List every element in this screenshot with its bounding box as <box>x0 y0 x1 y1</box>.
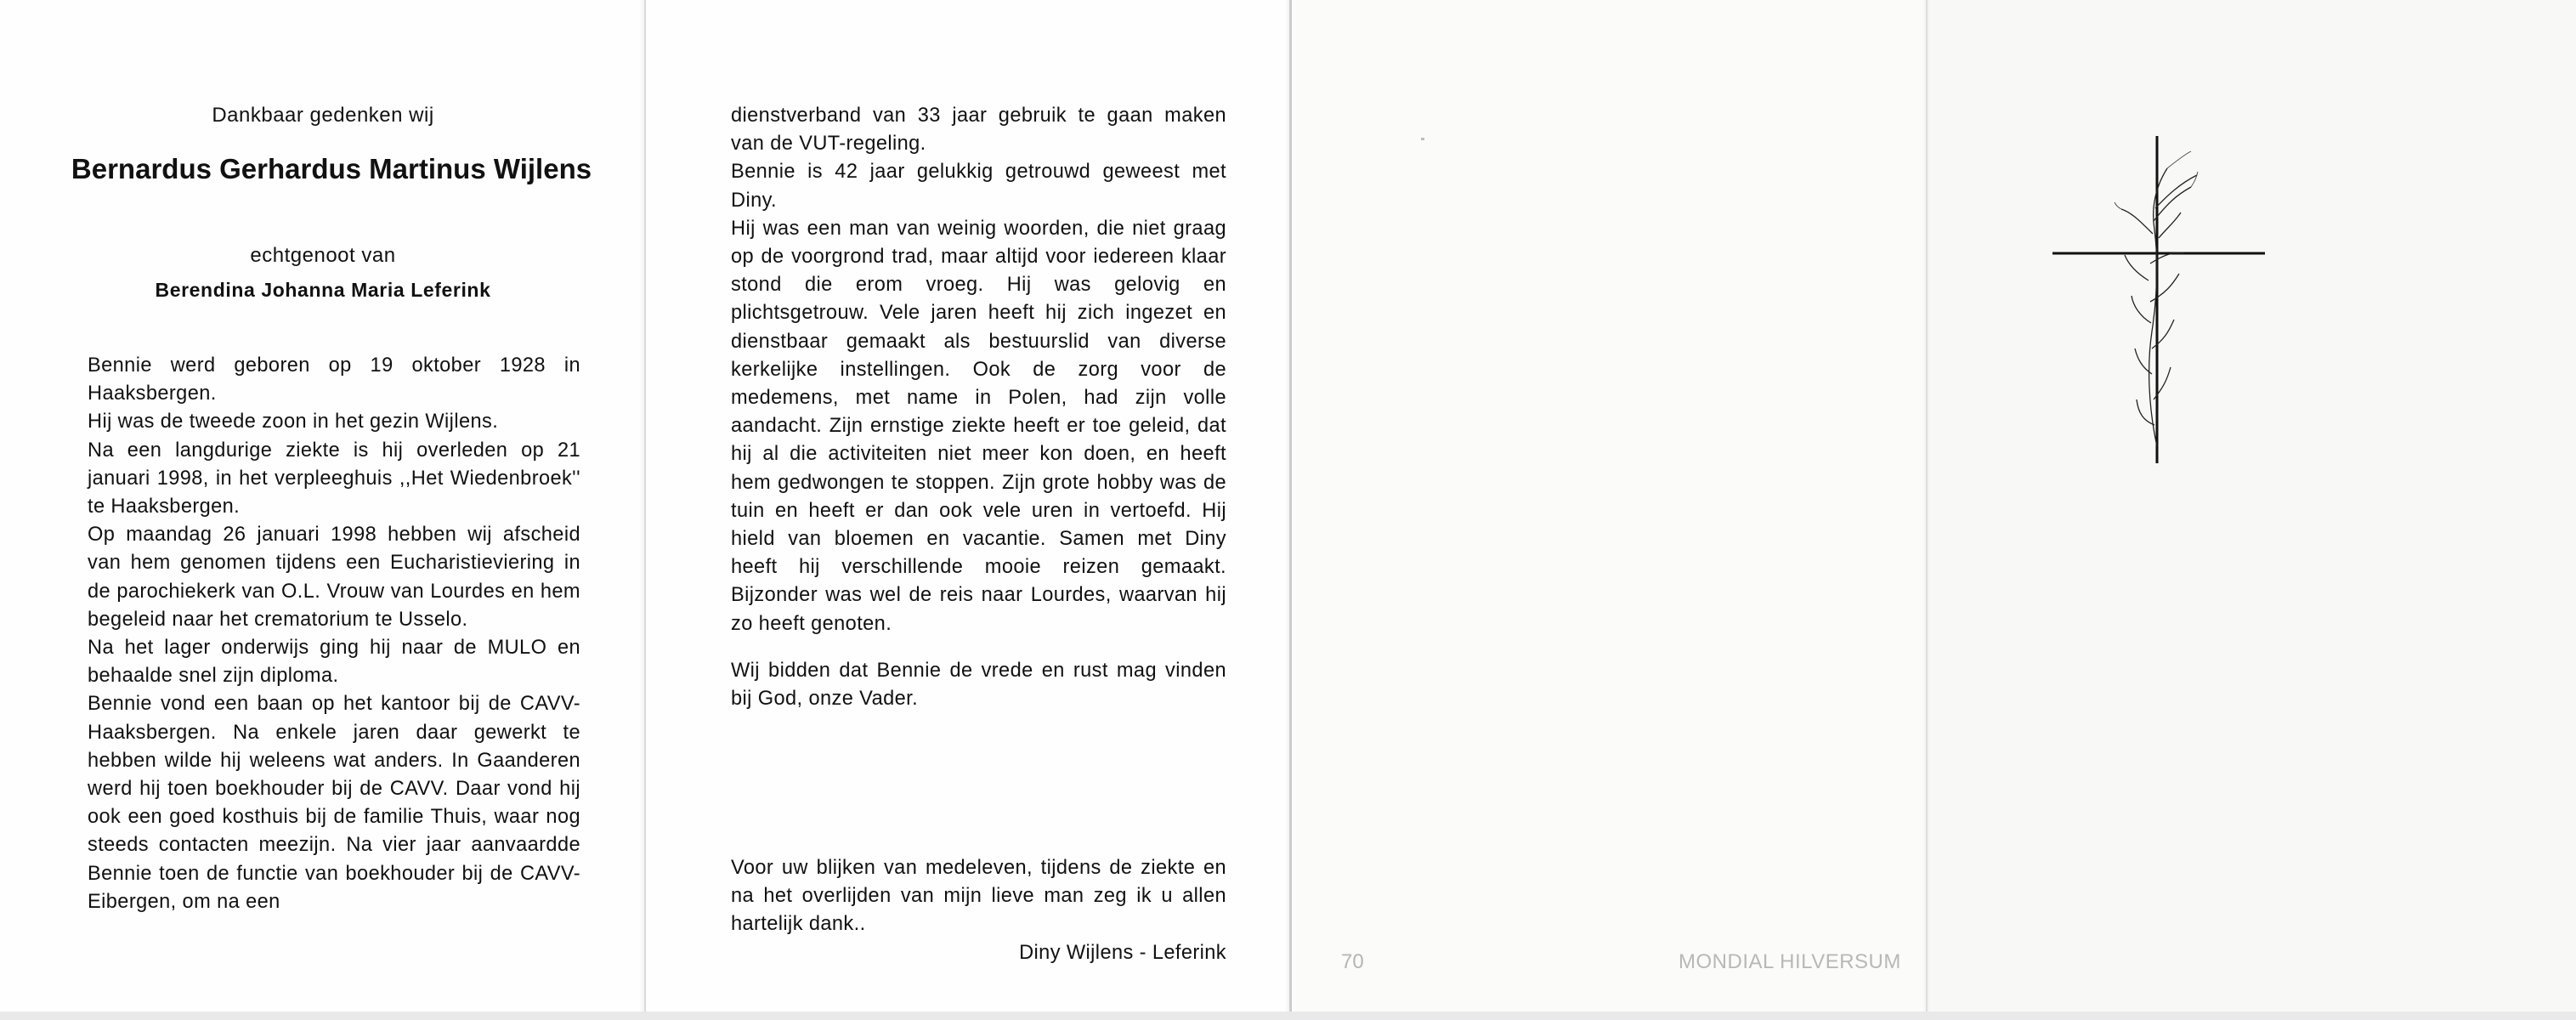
card-panel-front-left <box>0 0 646 1020</box>
bio-paragraph: Bennie werd geboren op 19 oktober 1928 in Haaksbergen. <box>88 354 580 405</box>
spouse-name: Berendina Johanna Maria Leferink <box>155 279 491 301</box>
thanks-block <box>731 854 1226 967</box>
fold-shadow <box>639 0 646 1020</box>
biography-left <box>88 352 580 916</box>
scan-bottom-edge <box>0 1012 2576 1020</box>
intro-text: Dankbaar gedenken wij <box>212 104 434 127</box>
bio-paragraph: Bennie vond een baan op het kantoor bij de CAVV-Haaksbergen. Na enkele jaren daar gewerkt te hebben wilde hij weleens wat anders. In Gaanderen werd hij toen boekhouder bij de CAVV. Daar vond hij ook een goed kosthuis bij de familie Thuis, waar nog steeds contacten meezijn. Na vier jaar aanvaardde Bennie toen de functie van boekhouder bij de CAVV-Eibergen, om na een <box>88 693 580 913</box>
fold-shadow <box>1285 0 1292 1020</box>
bio-paragraph: Hij was een man van weinig woorden, die niet graag op de voorgrond trad, maar altijd voor iedereen klaar stond die erom vroeg. Hij was gelovig en plichtsgetrouw. Vele jaren heeft hij zich ingezet en dienstbaar gemaakt als bestuurslid van diverse kerkelijke instellingen. Ook de zorg voor de medemens, met name in Polen, had zijn volle aandacht. Zijn ernstige ziekte heeft er toe geleid, dat hij al die activiteiten niet meer kon doen, en heeft hem gedwongen te stoppen. Zijn grote hobby was de tuin en heeft er dan ook vele uren in vertoefd. Hij hield van bloemen en vacantie. Samen met Diny heeft hij verschillende mooie reizen gemaakt. Bijzonder was wel de reis naar Lourdes, waarvan hij zo heeft genoten. <box>731 217 1226 635</box>
printer-name: MONDIAL HILVERSUM <box>1679 950 1901 973</box>
bio-paragraph: dienstverband van 33 jaar gebruik te gaan maken van de VUT-regeling. <box>731 105 1226 156</box>
cross-with-branch-icon <box>2040 128 2278 468</box>
bio-paragraph: Na het lager onderwijs ging hij naar de MULO en behaalde snel zijn diploma. <box>88 637 580 688</box>
deceased-name: Bernardus Gerhardus Martinus Wijlens <box>71 153 592 184</box>
thanks-text: Voor uw blijken van medeleven, tijdens de ziekte en na het overlijden van mijn lieve man zeg ik u allen hartelijk dank.. <box>731 857 1226 936</box>
bio-paragraph: Op maandag 26 januari 1998 hebben wij afscheid van hem genomen tijdens een Eucharistieviering in de parochiekerk van O.L. Vrouw van Lourdes en hem begeleid naar het crematorium te Usselo. <box>88 524 580 631</box>
biography-right <box>731 102 1226 713</box>
bio-paragraph: Hij was de tweede zoon in het gezin Wijlens. <box>88 411 499 434</box>
bio-paragraph: Bennie is 42 jaar gelukkig getrouwd geweest met Diny. <box>731 161 1226 212</box>
signature: Diny Wijlens - Leferink <box>1019 941 1226 964</box>
fold-shadow <box>1922 0 1929 1020</box>
printer-number: 70 <box>1341 950 1364 973</box>
card-panel-back <box>1294 0 1928 1020</box>
bio-paragraph: Na een langdurige ziekte is hij overleden op 21 januari 1998, in het verpleeghuis ,,Het Wiedenbroek'' te Haaksbergen. <box>88 439 580 518</box>
prayer-text: Wij bidden dat Bennie de vrede en rust mag vinden bij God, onze Vader. <box>731 659 1226 711</box>
spouse-label: echtgenoot van <box>250 244 396 267</box>
paper-speck <box>1421 138 1424 140</box>
